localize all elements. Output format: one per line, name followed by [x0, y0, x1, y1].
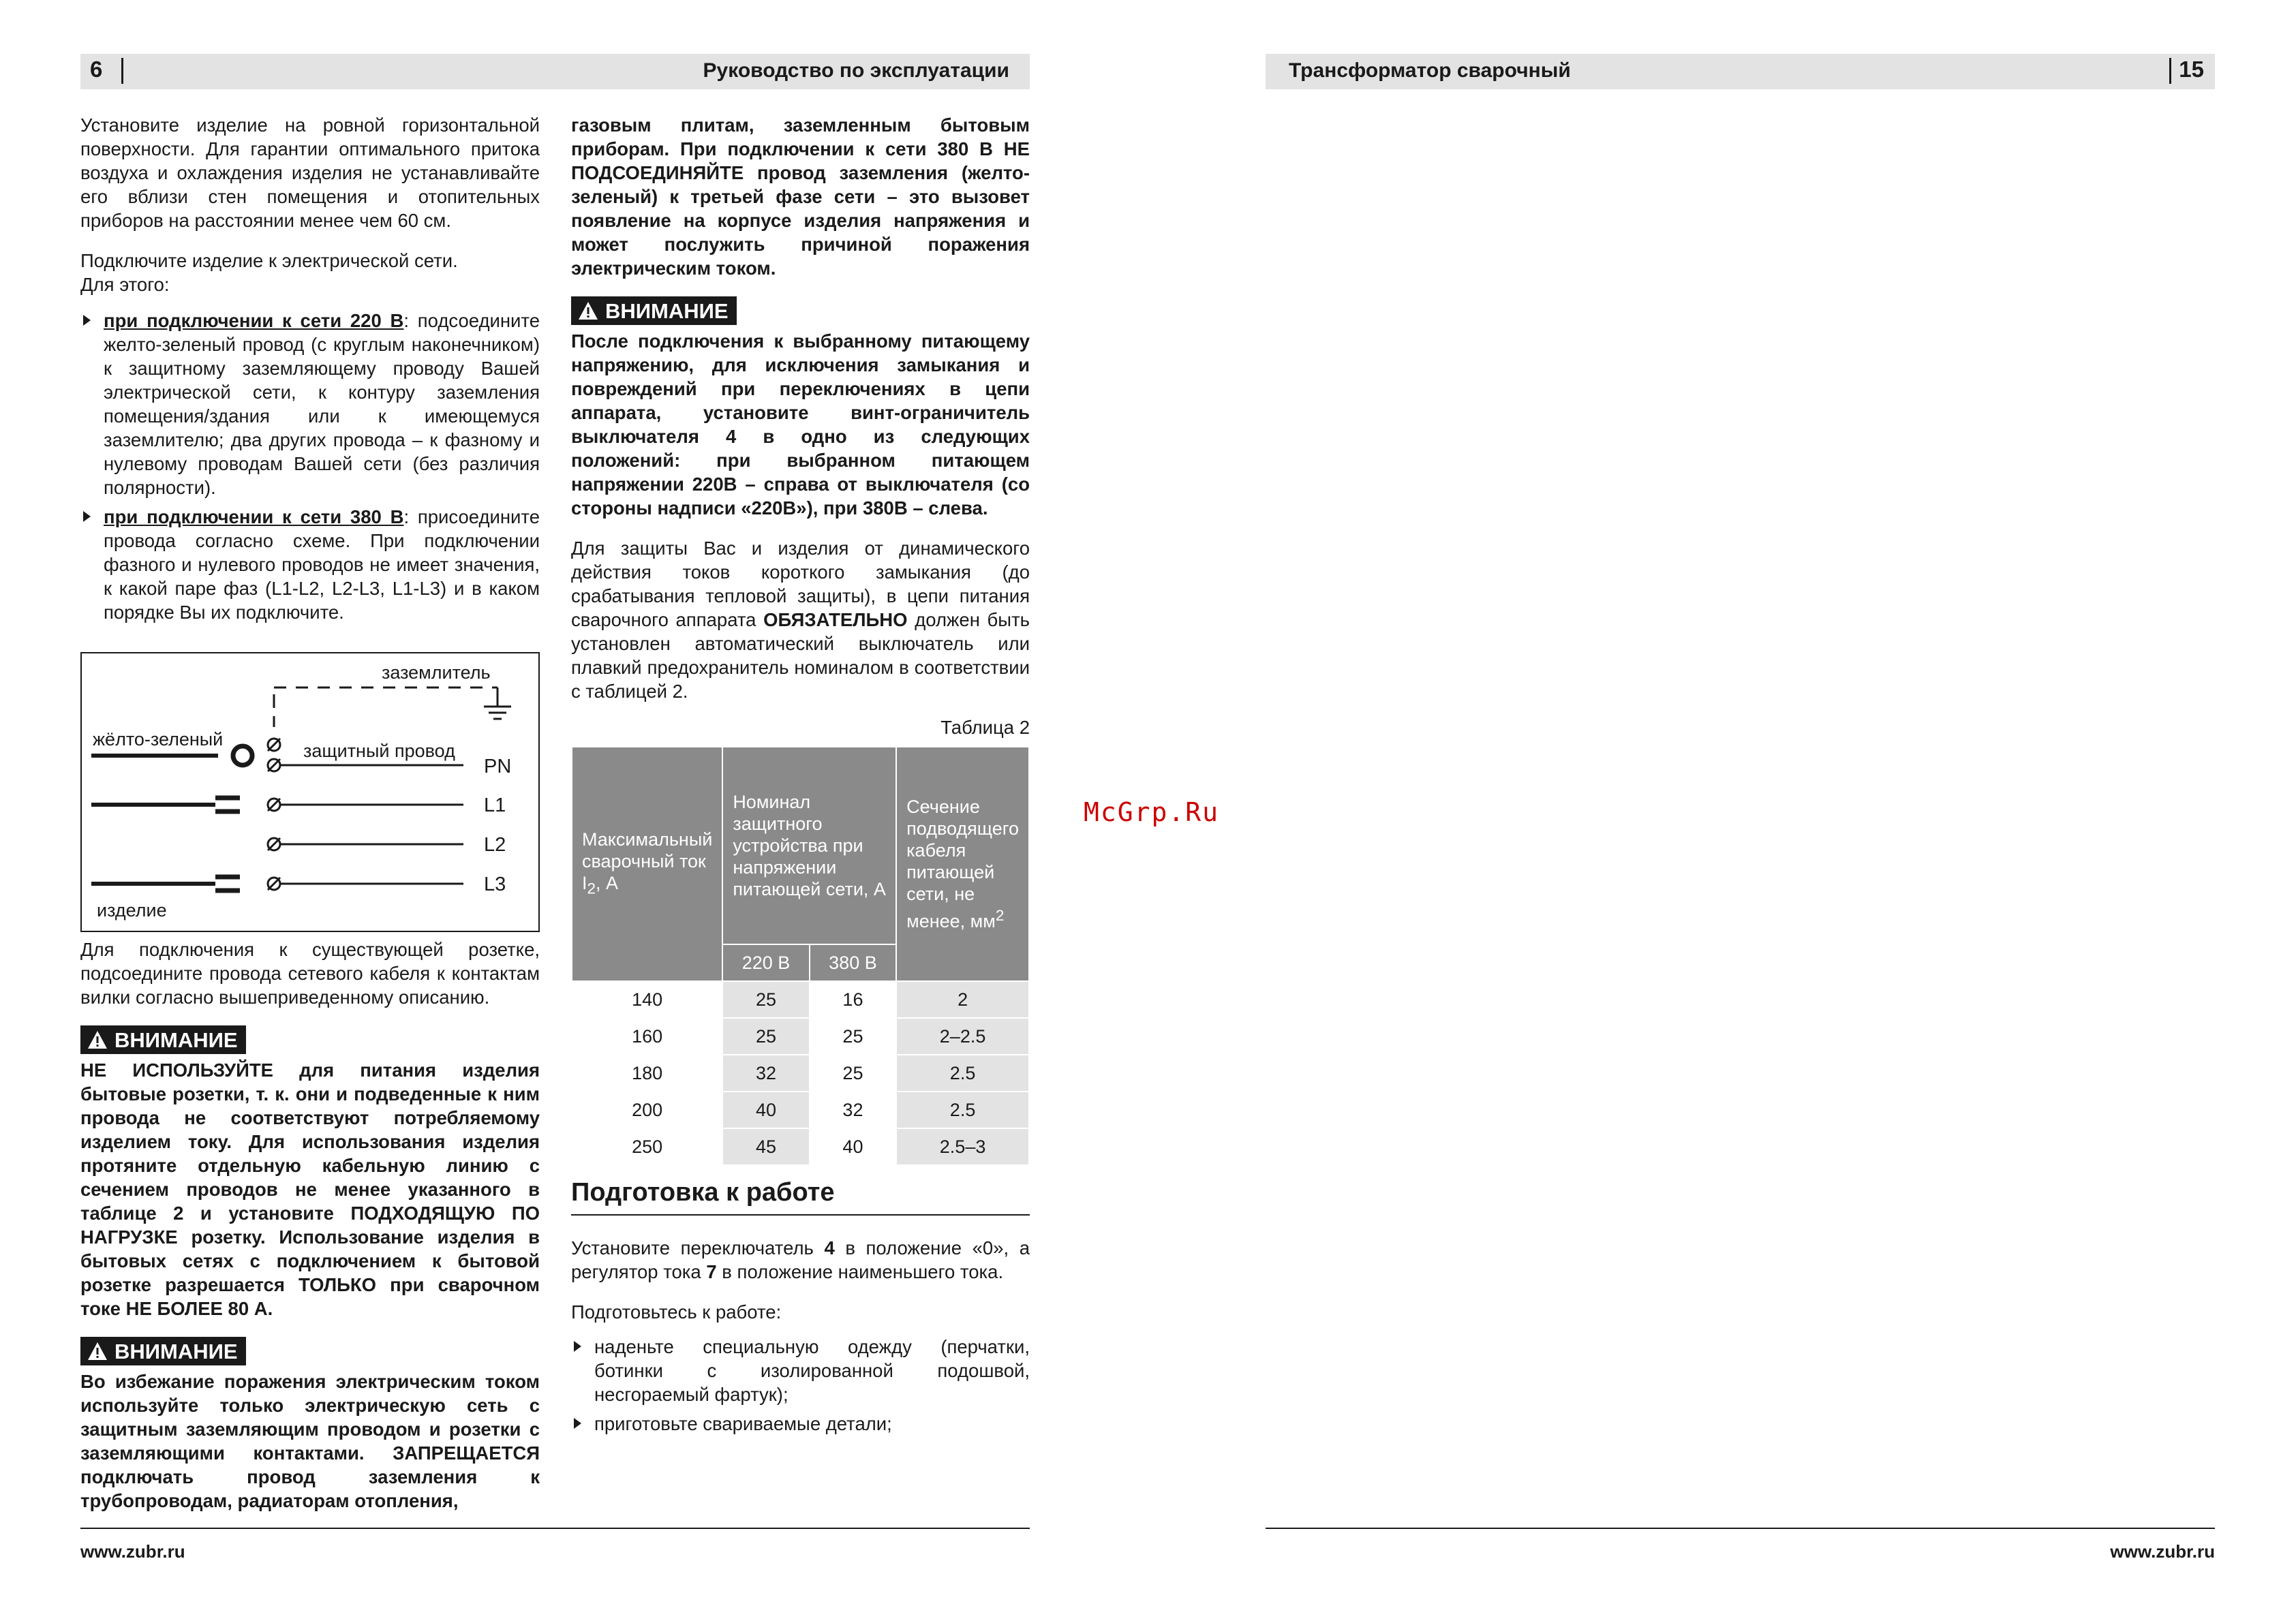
- connect-line: Подключите изделие к электрической сети.: [80, 250, 458, 271]
- wiring-diagram-svg: [82, 653, 538, 931]
- header-divider: [121, 58, 123, 84]
- l2-label: L2: [484, 834, 506, 856]
- left-page-number: 6: [90, 57, 103, 82]
- prep-intro: Подготовьтесь к работе:: [571, 1301, 782, 1323]
- wiring-diagram: [80, 652, 540, 932]
- table-row: 160 25 25 2–2.5: [572, 1018, 1029, 1055]
- table-row: 250 45 40 2.5–3: [572, 1128, 1029, 1165]
- table-header-rating: Номинал защитного устройства при напряжении питающей сети, А: [722, 747, 896, 944]
- warning-text-grounding-cont: газовым плитам, заземленным бытовым приборам. При подключении к сети 380 В НЕ ПОДСОЕДИНЯЙТЕ провод заземления (желто-зеленый) к третьей фазе сети – это вызовет появление на корпусе изделия напряжения и может послужить причиной поражения электрическим током.: [571, 114, 1030, 279]
- socket-paragraph: Для подключения к существующей розетке, подсоедините провода сетевого кабеля к контактам вилки согласно вышеприведенному описанию.: [80, 939, 540, 1008]
- l3-label: L3: [484, 874, 506, 895]
- warning-label: ВНИМАНИЕ: [605, 298, 729, 323]
- protective-wire-label: защитный провод: [303, 741, 455, 761]
- table-header-220: 220 В: [722, 944, 809, 981]
- table-header-section: Сечение подводящего кабеля питающей сети, не менее, $мм^2$: [896, 747, 1029, 981]
- right-page-header: [1266, 54, 2215, 89]
- left-footer-rule: [80, 1528, 1030, 1529]
- warning-badge: [80, 1337, 246, 1365]
- table-row: 140 25 16 2: [572, 981, 1029, 1018]
- list-item: наденьте специальную одежду (перчатки, ботинки с изолированной подошвой, несгораемый фартук);: [571, 1335, 1030, 1406]
- table-row: 200 40 32 2.5: [572, 1092, 1029, 1128]
- watermark: McGrp.Ru: [1084, 797, 1220, 827]
- left-footer-link[interactable]: www.zubr.ru: [80, 1541, 185, 1562]
- right-column: [571, 113, 1030, 1441]
- section-title: Подготовка к работе: [571, 1181, 1030, 1216]
- warning-text-grounding: Во избежание поражения электрическим током используйте только электрическую сеть с защитным заземляющим проводом и розетки с заземляющими контактами. ЗАПРЕЩАЕТСЯ подключать провод заземления к трубопроводам, радиаторам отопления,: [80, 1371, 540, 1511]
- connection-list: [80, 309, 540, 624]
- warning-text-switch: После подключения к выбранному питающему напряжению, для исключения замыкания и повреждений при переключениях в цепи аппарата, установите винт-ограничитель выключателя 4 в одно из следующих положений: при выбранном питающем напряжении 220В – справа от выключателя (со стороны надписи «220В»), при 380В – слева.: [571, 330, 1030, 519]
- protection-paragraph: Для защиты Вас и изделия от динамического действия токов короткого замыкания (до срабатывания тепловой защиты), в цепи питания сварочного аппарата ОБЯЗАТЕЛЬНО должен быть установлен автоматический выключатель или плавкий предохранитель номиналом в соответствии с таблицей 2.: [571, 538, 1030, 702]
- left-page-title: Руководство по эксплуатации: [703, 59, 1009, 82]
- spec-table: [571, 746, 1030, 1166]
- warning-label: ВНИМАНИЕ: [114, 1339, 238, 1363]
- table-header-380: 380 В: [810, 944, 896, 981]
- table-caption: Таблица 2: [940, 717, 1030, 738]
- prep-list: [571, 1335, 1030, 1436]
- right-page-number: 15: [2179, 57, 2204, 82]
- l1-label: L1: [484, 794, 506, 816]
- left-column-lower: [80, 938, 540, 1513]
- left-page-header: [80, 54, 1030, 89]
- ground-label: заземлитель: [382, 662, 491, 683]
- warning-text-sockets: НЕ ИСПОЛЬЗУЙТЕ для питания изделия бытовые розетки, т. к. они и подведенные к ним провода не соответствуют потребляемому изделием току. Для использования изделия протяните отдельную кабельную линию с сечением проводов не менее указанного в таблице 2 и установите ПОДХОДЯЩУЮ ПО НАГРУЗКЕ розетку. Использование изделия в бытовых сетях с подключением к бытовой розетке разрешается ТОЛЬКО при сварочном токе НЕ БОЛЕЕ 80 А.: [80, 1060, 540, 1319]
- connect-line-2: Для этого:: [80, 274, 170, 295]
- warning-badge: [80, 1025, 246, 1054]
- list-item: при подключении к сети 220 В: подсоедините желто-зеленый провод (с круглым наконечником) к защитному заземляющему проводу Вашей электрической сети, к контуру заземления помещения/здания или к имеющемуся заземлителю; два других провода – к фазному и нулевому проводам Вашей сети (без различия полярности).: [80, 309, 540, 499]
- install-paragraph: Установите изделие на ровной горизонтальной поверхности. Для гарантии оптимального притока воздуха и охлаждения изделия не устанавливайте его вблизи стен помещения и отопительных приборов на расстоянии менее чем 60 см.: [80, 114, 540, 231]
- pn-label: PN: [484, 756, 512, 777]
- list-item: при подключении к сети 380 В: присоедините провода согласно схеме. При подключении фазного и нулевого проводов не имеет значения, к какой паре фаз (L1-L2, L2-L3, L1-L3) и в каком порядке Вы их подключите.: [80, 505, 540, 624]
- warning-triangle-icon: [578, 301, 598, 320]
- yellow-green-label: жёлто-зеленый: [93, 729, 224, 749]
- header-divider: [2169, 58, 2171, 84]
- warning-badge: [571, 296, 737, 325]
- table-row: 180 32 25 2.5: [572, 1055, 1029, 1092]
- table-header-current: Максимальный сварочный ток $I_2$, А: [572, 747, 722, 981]
- right-footer-link[interactable]: www.zubr.ru: [2110, 1541, 2215, 1562]
- right-page-title: Трансформатор сварочный: [1289, 59, 1571, 82]
- list-item: приготовьте свариваемые детали;: [571, 1412, 1030, 1436]
- right-footer-rule: [1266, 1528, 2215, 1529]
- prep-paragraph: Установите переключатель 4 в положение «0», а регулятор тока 7 в положение наименьшего тока.: [571, 1237, 1030, 1282]
- connect-paragraph: [80, 249, 540, 296]
- warning-triangle-icon: [87, 1342, 108, 1361]
- warning-label: ВНИМАНИЕ: [114, 1027, 238, 1052]
- warning-triangle-icon: [87, 1030, 108, 1049]
- left-column: [80, 113, 540, 630]
- product-label: изделие: [97, 900, 167, 921]
